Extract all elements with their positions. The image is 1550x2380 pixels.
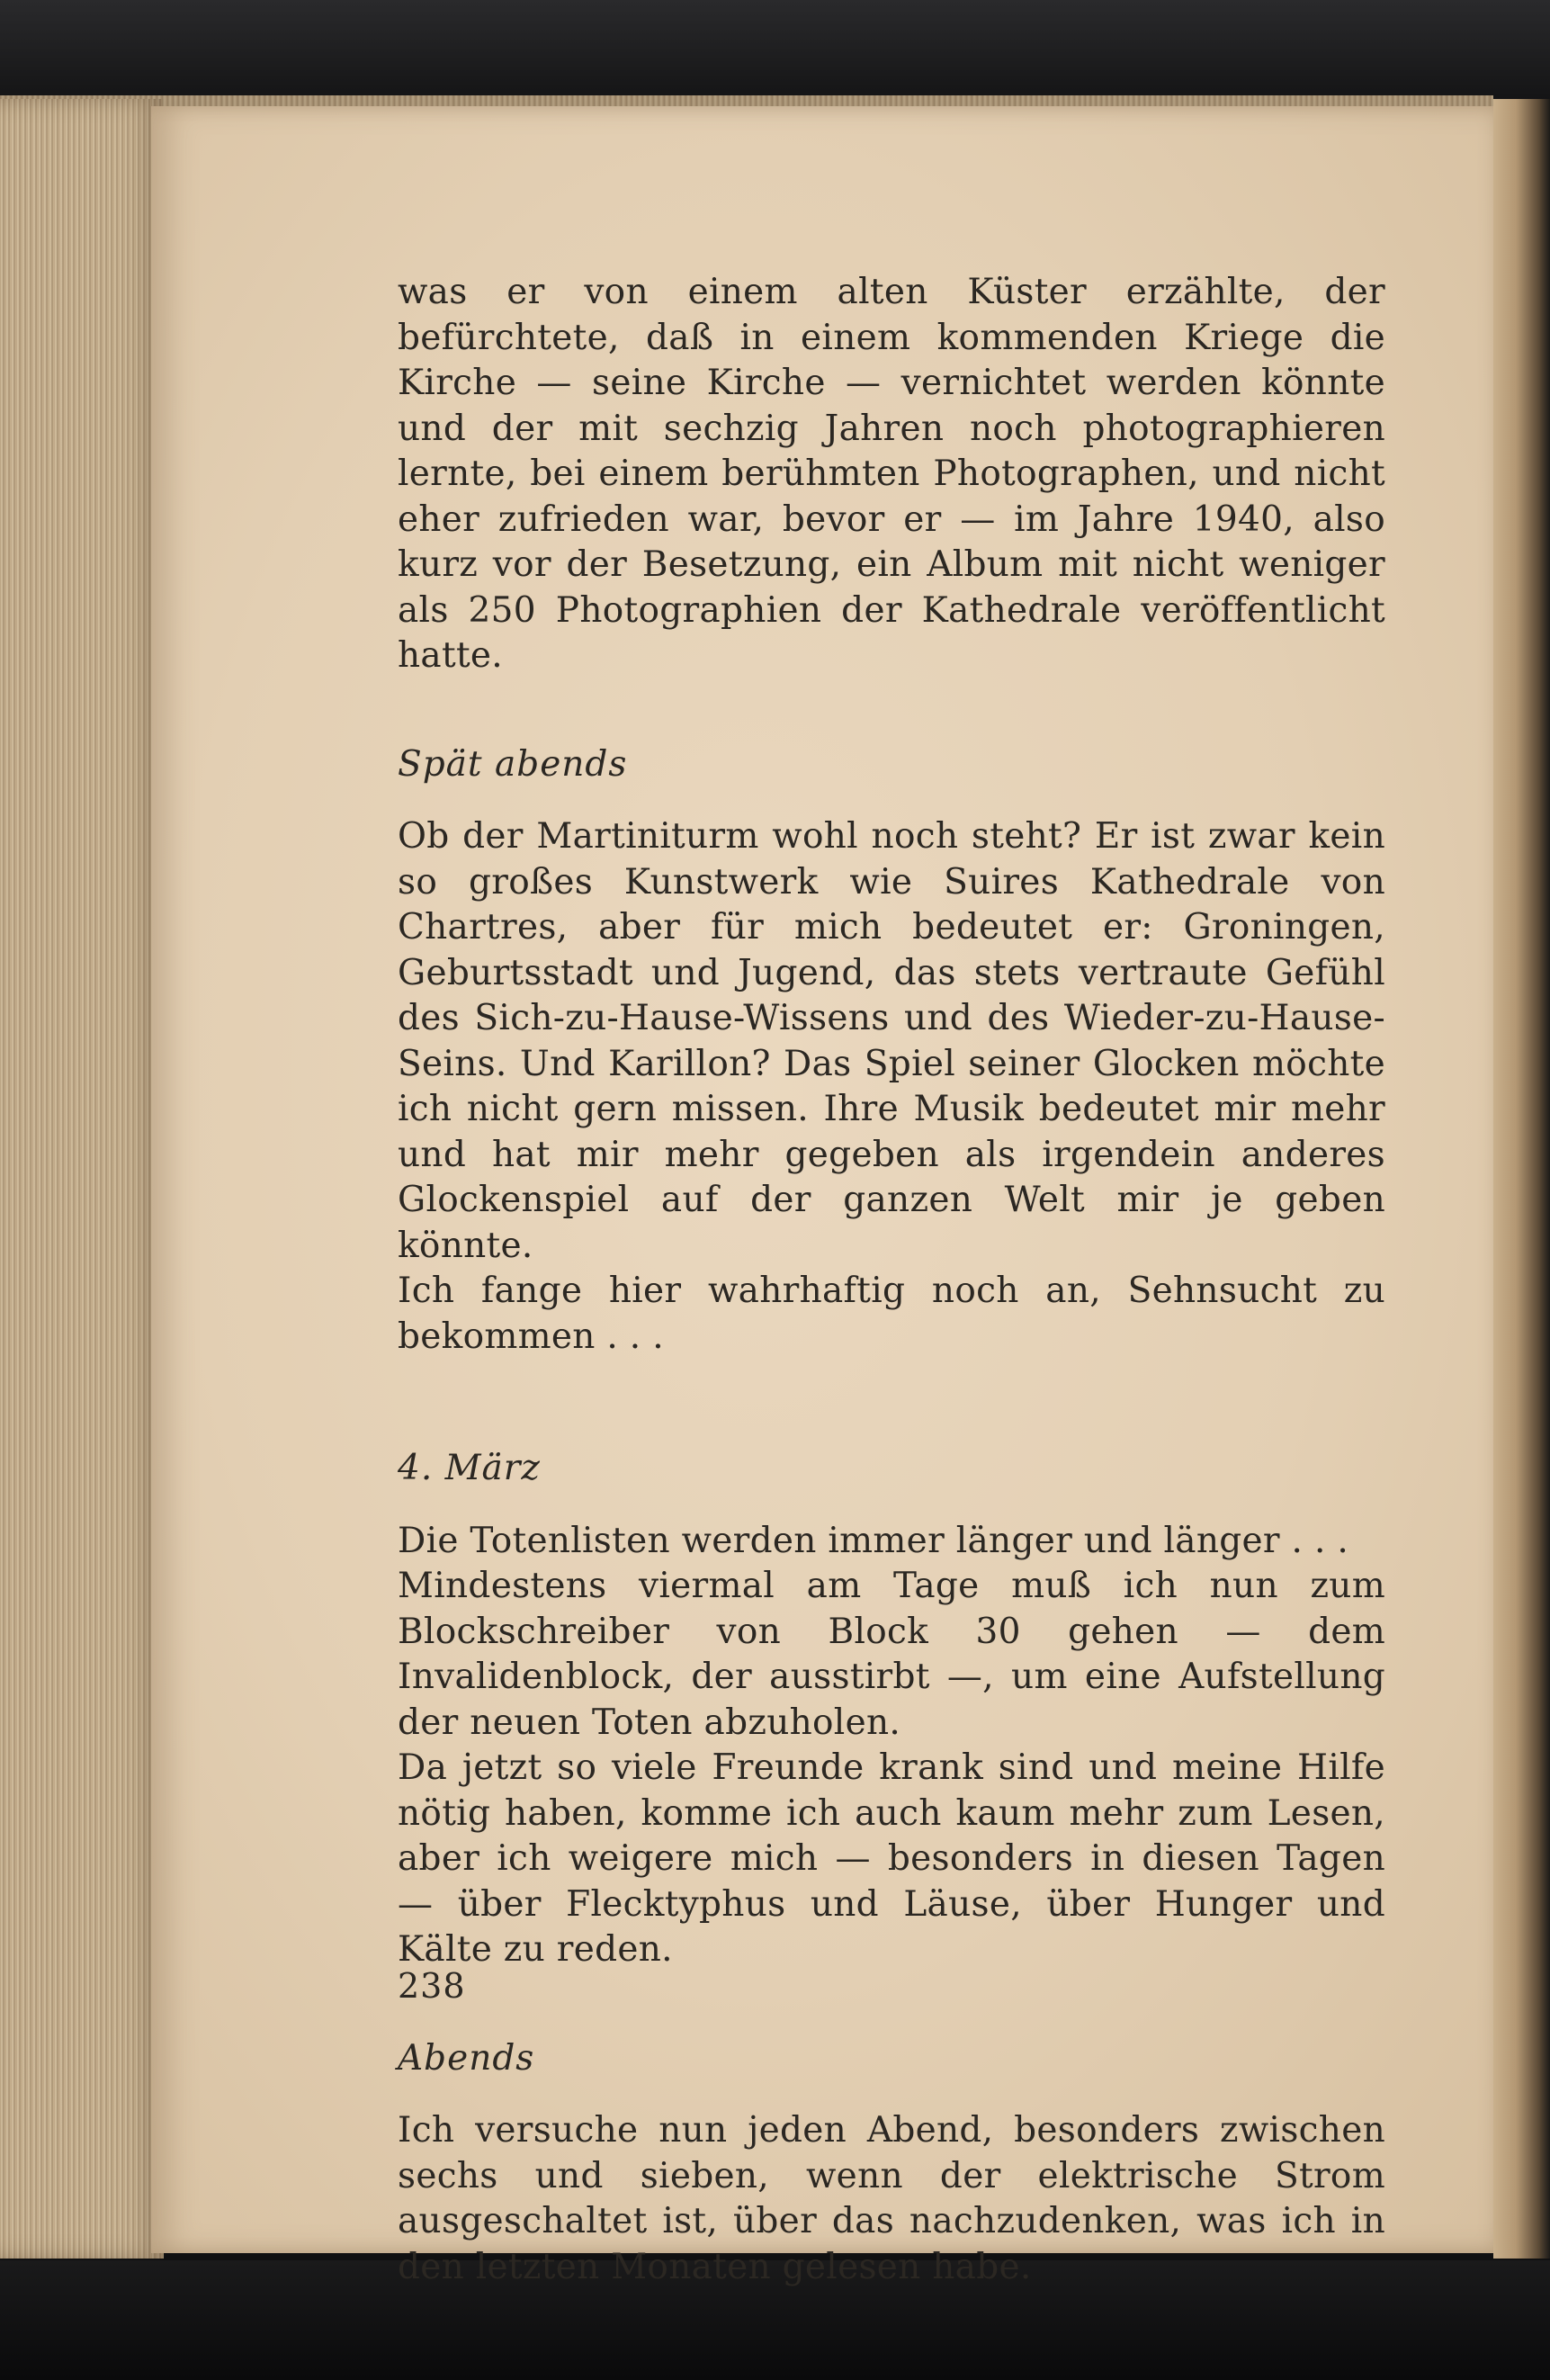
page-number: 238: [398, 1966, 466, 2006]
book-spine: [1493, 99, 1550, 2259]
paragraph-1: was er von einem alten Küster erzählte, der befürchtete, daß in einem kommenden Kriege die Kirche — seine Kirche — vernichtet werden könnte und der mit sechzig Jahren noch photographieren lernte, bei einem berühmten Photographen, und nicht eher zufrieden war, bevor er — im Jahre 1940, also kurz vor der Besetzung, ein Album mit nicht weniger als 250 Photographien der Kathedrale veröffentlicht hatte.: [398, 272, 1385, 676]
section-heading-spaet-abends: Spät abends: [398, 743, 628, 785]
paragraph-5: Mindestens viermal am Tage muß ich nun zum Blockschreiber von Block 30 gehen — dem Invalidenblock, der ausstirbt —, um eine Aufstellung der neuen Toten abzuholen.: [398, 1566, 1385, 1743]
paragraph-2: Ob der Martiniturm wohl noch steht? Er ist zwar kein so großes Kunstwerk wie Suires Kathedrale von Chartres, aber für mich bedeutet er: Groningen, Geburtsstadt und Jugend, das stets vertraute Gefühl des Sich-zu-Hause-Wissens und des Wieder-zu-Hause-Seins. Und Karillon? Das Spiel seiner Glocken möchte ich nicht gern missen. Ihre Musik bedeutet mir mehr und hat mir mehr gegeben als irgendein anderes Glockenspiel auf der ganzen Welt mir je geben könnte.: [398, 816, 1385, 1266]
page-text: [398, 270, 1385, 2290]
section-heading-4-maerz: 4. März: [398, 1448, 541, 1488]
paragraph-3: Ich fange hier wahrhaftig noch an, Sehnsucht zu bekommen . . .: [398, 1271, 1385, 1357]
paragraph-4: Die Totenlisten werden immer länger und länger . . .: [398, 1520, 1349, 1561]
section-heading-abends: Abends: [398, 2037, 535, 2079]
paragraph-6: Da jetzt so viele Freunde krank sind und meine Hilfe nötig haben, komme ich auch kaum mehr zum Lesen, aber ich weigere mich — besonders in diesen Tagen — über Flecktyphus und Läuse, über Hunger und Kälte zu reden.: [398, 1747, 1385, 1970]
book-page-edges: [0, 99, 164, 2259]
dark-background-top: [0, 0, 1550, 101]
paragraph-7: Ich versuche nun jeden Abend, besonders zwischen sechs und sieben, wenn der elektrische Strom ausgeschaltet ist, über das nachzudenken, was ich in den letzten Monaten gelesen habe.: [398, 2110, 1385, 2287]
